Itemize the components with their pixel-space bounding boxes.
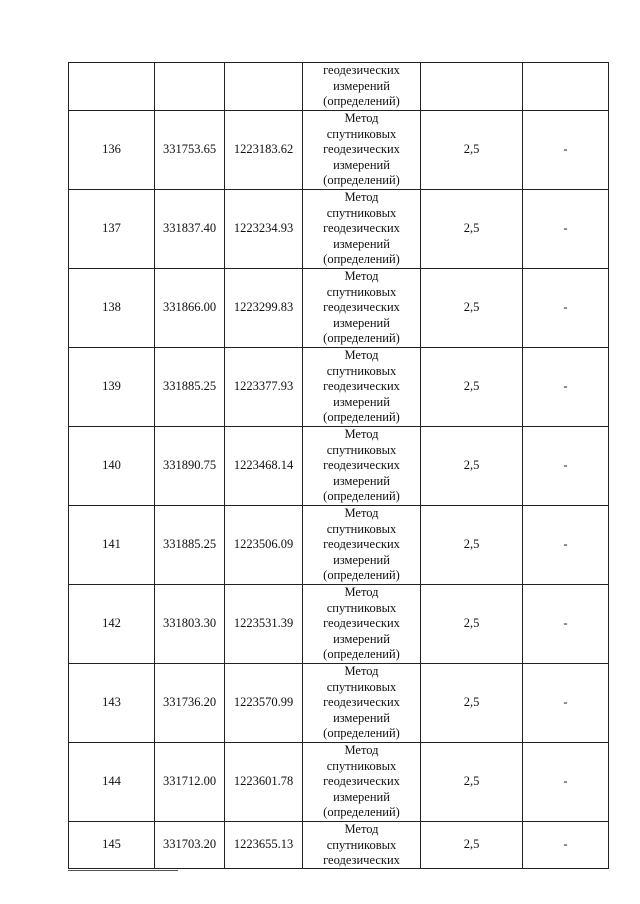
cell-point-number: 142 [69, 585, 155, 664]
method-line: измерений [333, 315, 390, 330]
method-line: спутниковых [326, 837, 397, 852]
table-row-continued [69, 63, 609, 111]
method-line: измерений [333, 631, 390, 646]
method-text [303, 63, 420, 110]
cell-y-coordinate: 1223531.39 [225, 585, 303, 664]
method-line: геодезических [323, 300, 400, 315]
cell-point-number: 138 [69, 269, 155, 348]
method-line: измерений [333, 710, 390, 725]
cell-y-coordinate: 1223601.78 [225, 743, 303, 822]
method-line: геодезических [323, 379, 400, 394]
method-line: геодезических [323, 616, 400, 631]
method-line: спутниковых [326, 442, 397, 457]
method-line: спутниковых [326, 126, 397, 141]
table-row [69, 743, 609, 822]
cell-method [303, 664, 421, 743]
cell-point-number: 136 [69, 111, 155, 190]
table-row [69, 190, 609, 269]
method-line: спутниковых [326, 758, 397, 773]
cell-accuracy: 2,5 [421, 506, 523, 585]
cell-method [303, 743, 421, 822]
method-line: спутниковых [326, 600, 397, 615]
cell-accuracy: 2,5 [421, 585, 523, 664]
cell-x-coordinate: 331712.00 [155, 743, 225, 822]
cell-accuracy: 2,5 [421, 111, 523, 190]
table-row [69, 348, 609, 427]
cell-y-coordinate: 1223183.62 [225, 111, 303, 190]
cell-x-coordinate: 331753.65 [155, 111, 225, 190]
table-row [69, 585, 609, 664]
cell-x-coordinate: 331803.30 [155, 585, 225, 664]
cell-point-number: 140 [69, 427, 155, 506]
cell-description: - [523, 585, 609, 664]
cell-point-number: 141 [69, 506, 155, 585]
method-line: геодезических [323, 221, 400, 236]
method-line: (определений) [323, 489, 400, 504]
method-line: Метод [344, 427, 379, 442]
method-line: измерений [333, 473, 390, 488]
cell-accuracy [421, 63, 523, 111]
cell-method [303, 269, 421, 348]
cell-y-coordinate: 1223299.83 [225, 269, 303, 348]
page-bottom-rule [68, 870, 178, 871]
cell-point-number [69, 63, 155, 111]
method-line: Метод [344, 822, 379, 836]
cell-accuracy: 2,5 [421, 743, 523, 822]
cell-description [523, 63, 609, 111]
method-line: Метод [344, 190, 379, 205]
method-line: Метод [344, 664, 379, 679]
cell-description: - [523, 506, 609, 585]
table-row [69, 427, 609, 506]
cell-y-coordinate: 1223377.93 [225, 348, 303, 427]
table-row [69, 111, 609, 190]
cell-description: - [523, 348, 609, 427]
cell-accuracy: 2,5 [421, 822, 523, 869]
method-line: спутниковых [326, 284, 397, 299]
method-line: геодезических [323, 458, 400, 473]
method-line: спутниковых [326, 521, 397, 536]
cell-x-coordinate: 331866.00 [155, 269, 225, 348]
cell-x-coordinate: 331885.25 [155, 506, 225, 585]
cell-method [303, 822, 421, 869]
method-line: Метод [344, 585, 379, 600]
cell-accuracy: 2,5 [421, 348, 523, 427]
method-line: (определений) [323, 94, 400, 109]
method-line: (определений) [323, 410, 400, 425]
cell-method [303, 111, 421, 190]
cell-x-coordinate: 331703.20 [155, 822, 225, 869]
cell-y-coordinate [225, 63, 303, 111]
method-text [303, 822, 420, 868]
table-row [69, 664, 609, 743]
cell-point-number: 139 [69, 348, 155, 427]
cell-description: - [523, 269, 609, 348]
cell-method [303, 63, 421, 111]
cell-method [303, 585, 421, 664]
method-line: Метод [344, 506, 379, 521]
method-line: измерений [333, 236, 390, 251]
method-line: (определений) [323, 647, 400, 662]
cell-point-number: 137 [69, 190, 155, 269]
cell-x-coordinate: 331890.75 [155, 427, 225, 506]
document-page [68, 62, 608, 869]
cell-method [303, 506, 421, 585]
method-line: измерений [333, 394, 390, 409]
method-line: измерений [333, 78, 390, 93]
method-line: (определений) [323, 726, 400, 741]
method-line: измерений [333, 157, 390, 172]
method-line: спутниковых [326, 679, 397, 694]
cell-method [303, 348, 421, 427]
table-row [69, 269, 609, 348]
method-line: спутниковых [326, 205, 397, 220]
cell-point-number: 143 [69, 664, 155, 743]
cell-x-coordinate: 331736.20 [155, 664, 225, 743]
cell-x-coordinate: 331885.25 [155, 348, 225, 427]
cell-accuracy: 2,5 [421, 664, 523, 743]
cell-description: - [523, 190, 609, 269]
cell-description: - [523, 111, 609, 190]
method-line: (определений) [323, 331, 400, 346]
method-line: геодезических [323, 774, 400, 789]
method-line: (определений) [323, 568, 400, 583]
cell-method [303, 427, 421, 506]
method-line: спутниковых [326, 363, 397, 378]
cell-description: - [523, 822, 609, 869]
table-row-cut [69, 822, 609, 869]
table-row [69, 506, 609, 585]
method-line: Метод [344, 348, 379, 363]
coordinates-table [68, 62, 609, 869]
method-line: геодезических [323, 63, 400, 78]
method-line: измерений [333, 789, 390, 804]
method-line: Метод [344, 743, 379, 758]
cell-y-coordinate: 1223570.99 [225, 664, 303, 743]
method-line: геодезических [323, 853, 400, 868]
cell-point-number: 144 [69, 743, 155, 822]
method-line: Метод [344, 111, 379, 126]
method-line: геодезических [323, 695, 400, 710]
method-line: (определений) [323, 805, 400, 820]
cell-y-coordinate: 1223468.14 [225, 427, 303, 506]
cell-description: - [523, 664, 609, 743]
cell-description: - [523, 743, 609, 822]
method-line: геодезических [323, 537, 400, 552]
cell-y-coordinate: 1223506.09 [225, 506, 303, 585]
method-line: (определений) [323, 173, 400, 188]
cell-accuracy: 2,5 [421, 269, 523, 348]
cell-description: - [523, 427, 609, 506]
cell-y-coordinate: 1223655.13 [225, 822, 303, 869]
method-line: измерений [333, 552, 390, 567]
method-line: (определений) [323, 252, 400, 267]
cell-accuracy: 2,5 [421, 427, 523, 506]
cell-x-coordinate [155, 63, 225, 111]
method-line: геодезических [323, 142, 400, 157]
method-text-clip [303, 822, 420, 868]
coordinates-table-body [69, 63, 609, 869]
cell-method [303, 190, 421, 269]
cell-y-coordinate: 1223234.93 [225, 190, 303, 269]
method-text-clip [303, 63, 420, 110]
method-line: Метод [344, 269, 379, 284]
cell-x-coordinate: 331837.40 [155, 190, 225, 269]
cell-point-number: 145 [69, 822, 155, 869]
cell-accuracy: 2,5 [421, 190, 523, 269]
